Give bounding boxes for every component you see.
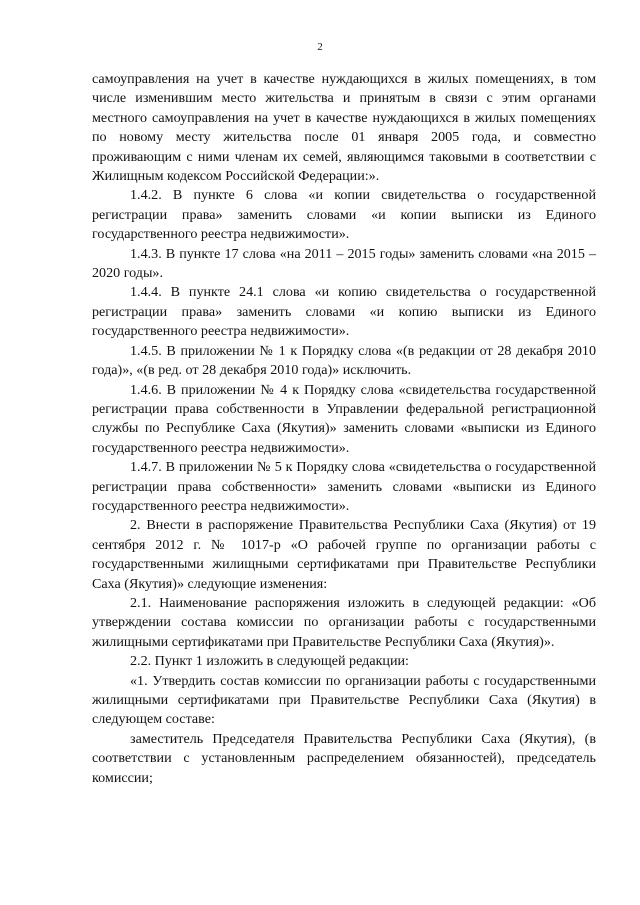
paragraph-1-4-7: 1.4.7. В приложении № 5 к Порядку слова «свидетельства о государственной регистрации права собственности» заменить словами «выписки из Единого государственного реестра недвижимости». [92, 459, 596, 514]
paragraph-1-4-5: 1.4.5. В приложении № 1 к Порядку слова «(в редакции от 28 декабря 2010 года)», «(в ред. от 28 декабря 2010 года)» исключить. [92, 342, 596, 379]
document-body [92, 70, 596, 788]
paragraph-commission-chair: заместитель Председателя Правительства Республики Саха (Якутия), (в соответствии с установленным распределением обязанностей), председатель комиссии; [92, 730, 596, 786]
paragraph-quoted-item-1: «1. Утвердить состав комиссии по организации работы с государственными жилищными сертификатами при Правительстве Республики Саха (Якутия) в следующем составе: [92, 672, 596, 728]
paragraph-1-4-2: 1.4.2. В пункте 6 слова «и копии свидетельства о государственной регистрации права» заменить словами «и копии выписки из Единого государственного реестра недвижимости». [92, 187, 596, 243]
paragraph-1-4-4: 1.4.4. В пункте 24.1 слова «и копию свидетельства о государственной регистрации права» заменить словами «и копию выписки из Единого государственного реестра недвижимости». [92, 284, 596, 340]
paragraph-continuation: самоуправления на учет в качестве нуждающихся в жилых помещениях, в том числе изменившим место жительства и принятым в связи с этим органами местного самоуправления на учет в качестве нуждающихся в жилых помещениях по новому месту жительства после 01 января 2005 года, и совместно проживающим с ними членам их семей, являющимся таковыми в соответствии с Жилищным кодексом Российской Федерации:». [92, 71, 596, 185]
paragraph-1-4-3: 1.4.3. В пункте 17 слова «на 2011 – 2015 годы» заменить словами «на 2015 – 2020 годы». [92, 245, 596, 282]
paragraph-2: 2. Внести в распоряжение Правительства Республики Саха (Якутия) от 19 сентября 2012 г. № 1017-р «О рабочей группе по организации работы с государственными жилищными сертификатами при Правительстве Республики Саха (Якутия)» следующие изменения: [92, 517, 596, 592]
paragraph-2-2: 2.2. Пункт 1 изложить в следующей редакции: [130, 653, 409, 670]
page-number: 2 [317, 41, 323, 53]
paragraph-2-1: 2.1. Наименование распоряжения изложить в следующей редакции: «Об утверждении состава комиссии по организации работы с государственными жилищными сертификатами при Правительстве Республики Саха (Якутия)». [92, 594, 596, 650]
paragraph-1-4-6: 1.4.6. В приложении № 4 к Порядку слова «свидетельства государственной регистрации права собственности в Управлении федеральной регистрационной службы по Республике Саха (Якутия)» заменить словами «выписки из Единого государственного реестра недвижимости». [92, 381, 596, 456]
